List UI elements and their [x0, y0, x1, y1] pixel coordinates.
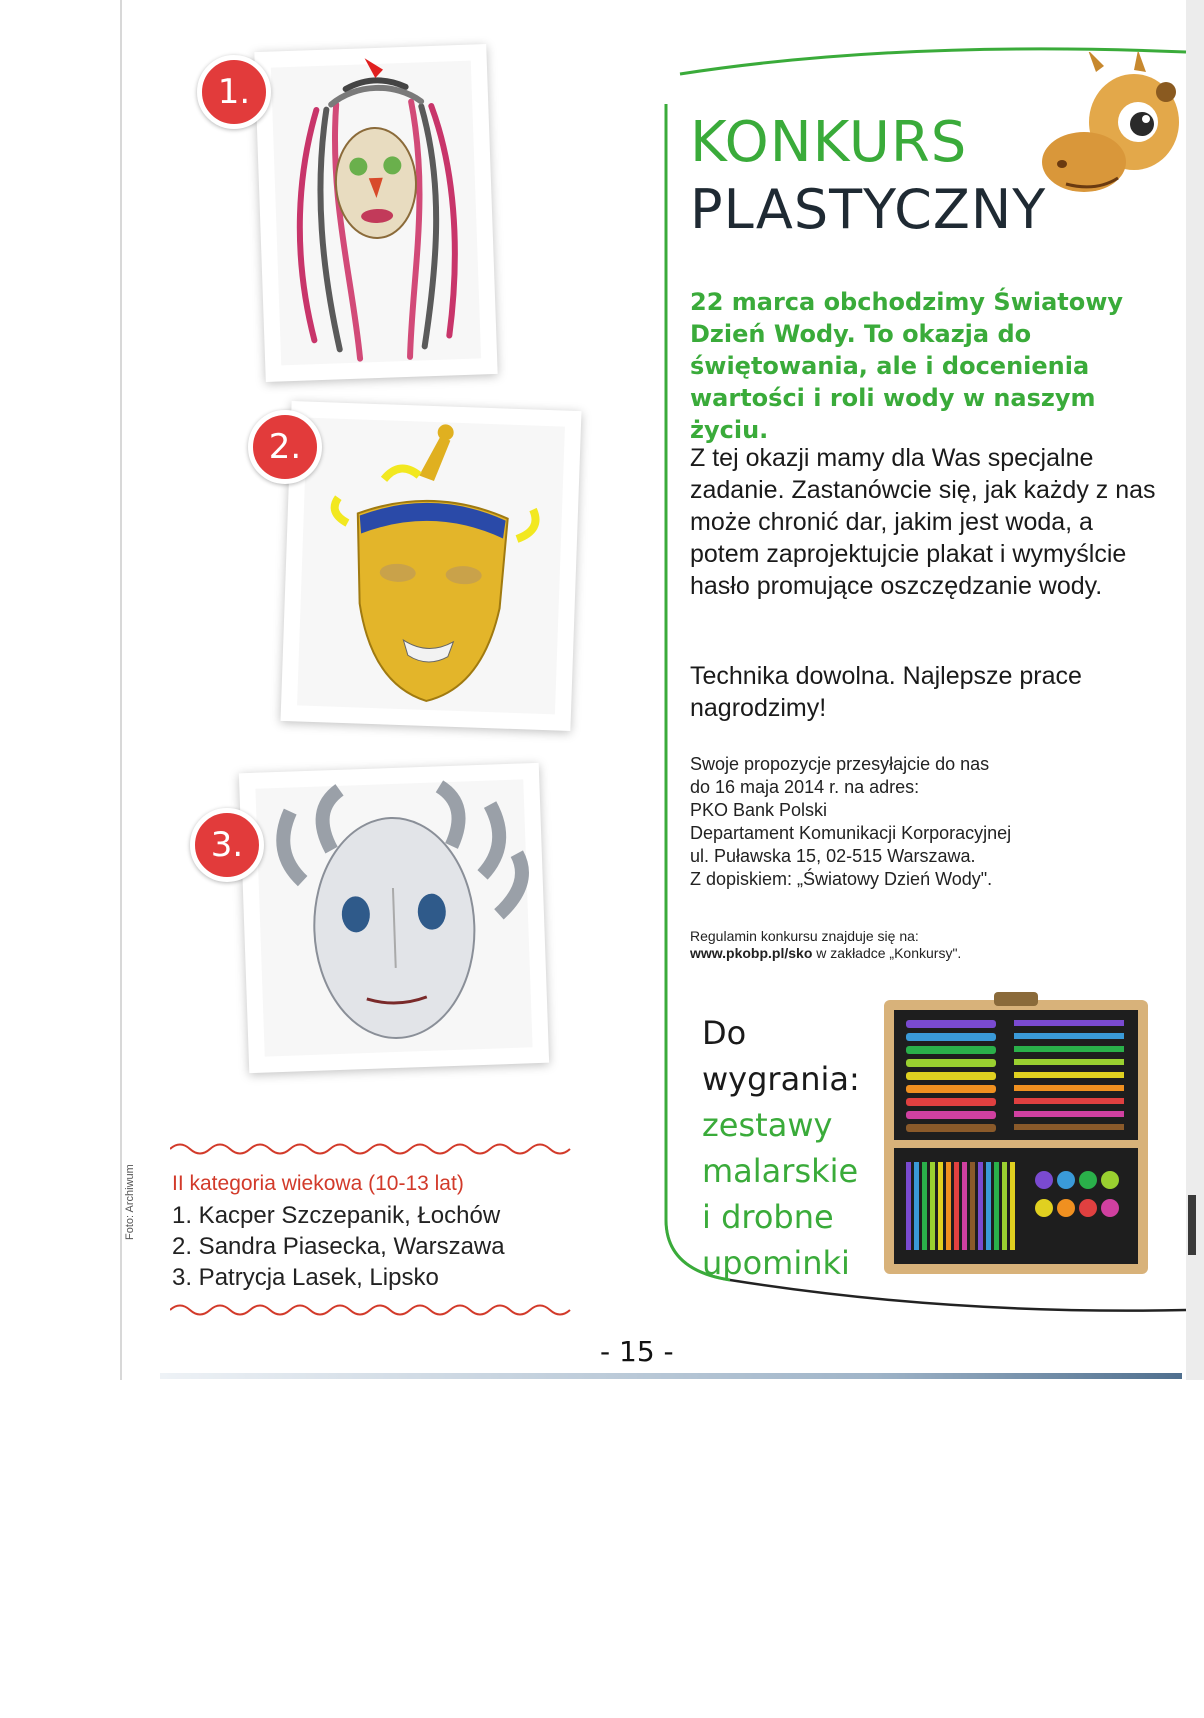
paint-set-image	[884, 990, 1148, 1274]
results-box	[170, 1140, 590, 1319]
colored-pencil	[1014, 1111, 1124, 1117]
badge-1: 1.	[197, 55, 271, 129]
marker	[906, 1059, 996, 1067]
paint-pan	[1101, 1171, 1119, 1189]
mask-2-image	[281, 401, 582, 731]
page-bottom-strip	[160, 1373, 1182, 1379]
prize-item-line: i drobne	[702, 1198, 834, 1236]
scan-edge	[120, 0, 122, 1380]
winner-3: 3. Patrycja Lasek, Lipsko	[172, 1264, 439, 1291]
address-line: Departament Komunikacji Korporacyjnej	[690, 823, 1012, 843]
body-paragraph-2: Technika dowolna. Najlepsze prace nagrodzimy!	[690, 662, 1082, 722]
page-number: - 15 -	[600, 1335, 674, 1368]
address-line: do 16 maja 2014 r. na adres:	[690, 777, 920, 797]
photo-credit: Foto: Archiwum	[124, 1164, 136, 1240]
address-block	[690, 753, 1160, 891]
title-line-1: KONKURS	[690, 110, 968, 175]
mask-photo-3	[239, 763, 549, 1073]
crayon	[914, 1162, 919, 1250]
paint-pan	[1035, 1171, 1053, 1189]
marker	[906, 1046, 996, 1054]
prize-item-line: malarskie	[702, 1152, 859, 1190]
winner-2: 2. Sandra Piasecka, Warszawa	[172, 1233, 505, 1260]
rules-suffix: w zakładce „Konkursy".	[812, 945, 962, 961]
marker	[906, 1020, 996, 1028]
prize-item-line: upominki	[702, 1244, 850, 1282]
marker	[906, 1111, 996, 1119]
paint-pan	[1079, 1199, 1097, 1217]
winner-1: 1. Kacper Szczepanik, Łochów	[172, 1202, 501, 1229]
mask-photo-2	[281, 401, 582, 731]
crayon	[946, 1162, 951, 1250]
mask-photo-1	[254, 44, 497, 382]
crayon	[962, 1162, 967, 1250]
prize-heading-line: Do	[702, 1014, 747, 1052]
crayon	[1010, 1162, 1015, 1250]
marker	[906, 1124, 996, 1132]
marker	[906, 1085, 996, 1093]
colored-pencil	[1014, 1124, 1124, 1130]
paint-pan	[1101, 1199, 1119, 1217]
crayon	[922, 1162, 927, 1250]
mask-1-image	[254, 44, 497, 382]
colored-pencil	[1014, 1098, 1124, 1104]
paint-pan	[1035, 1199, 1053, 1217]
rules-note	[690, 928, 1160, 962]
address-line: PKO Bank Polski	[690, 800, 828, 820]
colored-pencil	[1014, 1020, 1124, 1026]
crayon	[970, 1162, 975, 1250]
address-line: Z dopiskiem: „Światowy Dzień Wody".	[690, 869, 993, 889]
crayon	[978, 1162, 983, 1250]
rules-line-1: Regulamin konkursu znajduje się na:	[690, 928, 919, 944]
colored-pencil	[1014, 1059, 1124, 1065]
marker	[906, 1033, 996, 1041]
badge-2: 2.	[248, 410, 322, 484]
prize-item-line: zestawy	[702, 1106, 833, 1144]
address-line: Swoje propozycje przesyłajcie do nas	[690, 754, 990, 774]
marker	[906, 1098, 996, 1106]
colored-pencil	[1014, 1033, 1124, 1039]
crayon	[938, 1162, 943, 1250]
colored-pencil	[1014, 1046, 1124, 1052]
giraffe-mascot	[1026, 52, 1186, 212]
crayon	[1002, 1162, 1007, 1250]
crayon	[906, 1162, 911, 1250]
crayon	[986, 1162, 991, 1250]
rules-line-2	[690, 945, 1160, 962]
lead-paragraph: 22 marca obchodzimy Światowy Dzień Wody. To okazja do świętowania, ale i docenienia wartości i roli wody w naszym życiu.	[690, 288, 1124, 444]
mask-3-image	[239, 763, 549, 1073]
body-paragraph-1: Z tej okazji mamy dla Was specjalne zadanie. Zastanówcie się, jak każdy z nas może chronić dar, jakim jest woda, a potem zaprojektujcie plakat i wymyślcie hasło promujące oszczędzanie wody.	[690, 444, 1156, 600]
crayon	[994, 1162, 999, 1250]
paint-pan	[1079, 1171, 1097, 1189]
crayon	[930, 1162, 935, 1250]
badge-3: 3.	[190, 808, 264, 882]
paint-pan	[1057, 1171, 1075, 1189]
colored-pencil	[1014, 1085, 1124, 1091]
prize-heading-line: wygrania:	[702, 1060, 860, 1098]
marker	[906, 1072, 996, 1080]
age-category: II kategoria wiekowa (10-13 lat)	[172, 1172, 464, 1195]
prize-items	[702, 1102, 858, 1286]
crayon	[954, 1162, 959, 1250]
address-line: ul. Puławska 15, 02-515 Warszawa.	[690, 846, 976, 866]
rules-url[interactable]: www.pkobp.pl/sko	[690, 945, 813, 961]
colored-pencil	[1014, 1072, 1124, 1078]
prize-heading	[702, 1010, 860, 1102]
wave-divider-top	[170, 1140, 580, 1158]
paint-pan	[1057, 1199, 1075, 1217]
wave-divider-bottom	[170, 1301, 580, 1319]
title-line-2: PLASTYCZNY	[690, 178, 1047, 241]
